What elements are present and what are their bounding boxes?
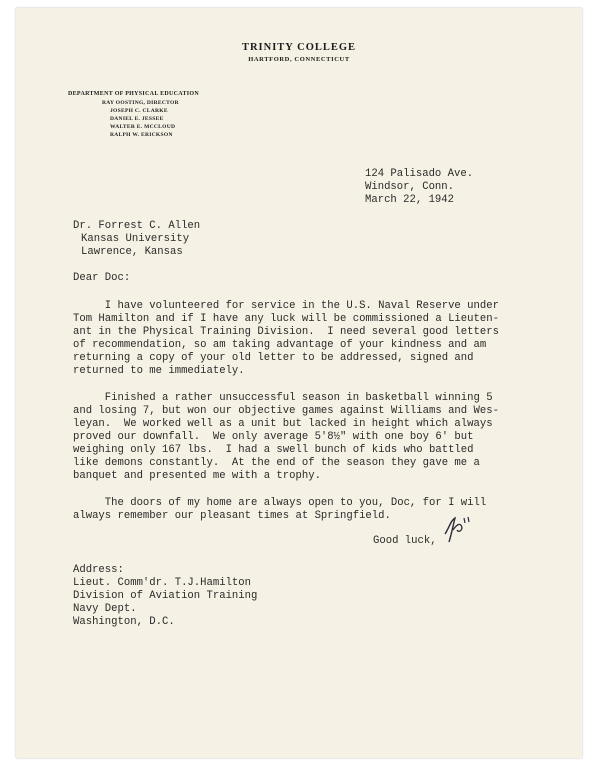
body-line: returning a copy of your old letter to be addressed, signed and bbox=[73, 352, 474, 364]
staff-director: RAY OOSTING, DIRECTOR bbox=[102, 100, 179, 106]
body-line: The doors of my home are always open to you, Doc, for I will bbox=[73, 497, 487, 509]
body-line: Finished a rather unsuccessful season in basketball winning 5 bbox=[73, 392, 493, 404]
department-name: DEPARTMENT OF PHYSICAL EDUCATION bbox=[68, 91, 200, 97]
body-line: leyan. We worked well as a unit but lacked in height which always bbox=[73, 418, 493, 430]
body-line: Tom Hamilton and if I have any luck will be commissioned a Lieuten- bbox=[73, 313, 499, 325]
staff-member: RALPH W. ERICKSON bbox=[110, 132, 173, 138]
body-line: like demons constantly. At the end of the season they gave me a bbox=[73, 457, 480, 469]
letter-date: March 22, 1942 bbox=[365, 194, 455, 206]
letter-page bbox=[16, 8, 582, 758]
handwritten-signature bbox=[431, 510, 491, 546]
staff-member: JOSEPH C. CLARKE bbox=[110, 108, 168, 114]
staff-member: DANIEL E. JESSEE bbox=[110, 116, 164, 122]
address-line: Lieut. Comm'dr. T.J.Hamilton bbox=[73, 577, 252, 589]
letterhead-city: HARTFORD, CONNECTICUT bbox=[248, 56, 350, 63]
body-line: and losing 7, but won our objective games against Williams and Wes- bbox=[73, 405, 499, 417]
address-heading: Address: bbox=[73, 564, 124, 576]
body-line: I have volunteered for service in the U.S. Naval Reserve under bbox=[73, 300, 499, 312]
body-line: returned to me immediately. bbox=[73, 365, 245, 377]
body-line: of recommendation, so am taking advantage of your kindness and am bbox=[73, 339, 487, 351]
address-line: Division of Aviation Training bbox=[73, 590, 258, 602]
body-line: weighing only 167 lbs. I had a swell bunch of kids who battled bbox=[73, 444, 474, 456]
body-line: ant in the Physical Training Division. I need several good letters bbox=[73, 326, 499, 338]
staff-member: WALTER E. MCCLOUD bbox=[110, 124, 176, 130]
recipient-city: Lawrence, Kansas bbox=[81, 246, 183, 258]
salutation: Dear Doc: bbox=[73, 272, 131, 284]
sender-city: Windsor, Conn. bbox=[365, 181, 455, 193]
sender-street: 124 Palisado Ave. bbox=[365, 168, 474, 180]
body-line: proved our downfall. We only average 5'8½" with one boy 6' but bbox=[73, 431, 474, 443]
closing: Good luck, bbox=[373, 535, 437, 547]
body-line: banquet and presented me with a trophy. bbox=[73, 470, 321, 482]
address-line: Navy Dept. bbox=[73, 603, 137, 615]
address-line: Washington, D.C. bbox=[73, 616, 175, 628]
recipient-name: Dr. Forrest C. Allen bbox=[73, 220, 201, 232]
recipient-institution: Kansas University bbox=[81, 233, 190, 245]
letterhead-college: TRINITY COLLEGE bbox=[241, 42, 357, 53]
body-line: always remember our pleasant times at Springfield. bbox=[73, 510, 391, 522]
